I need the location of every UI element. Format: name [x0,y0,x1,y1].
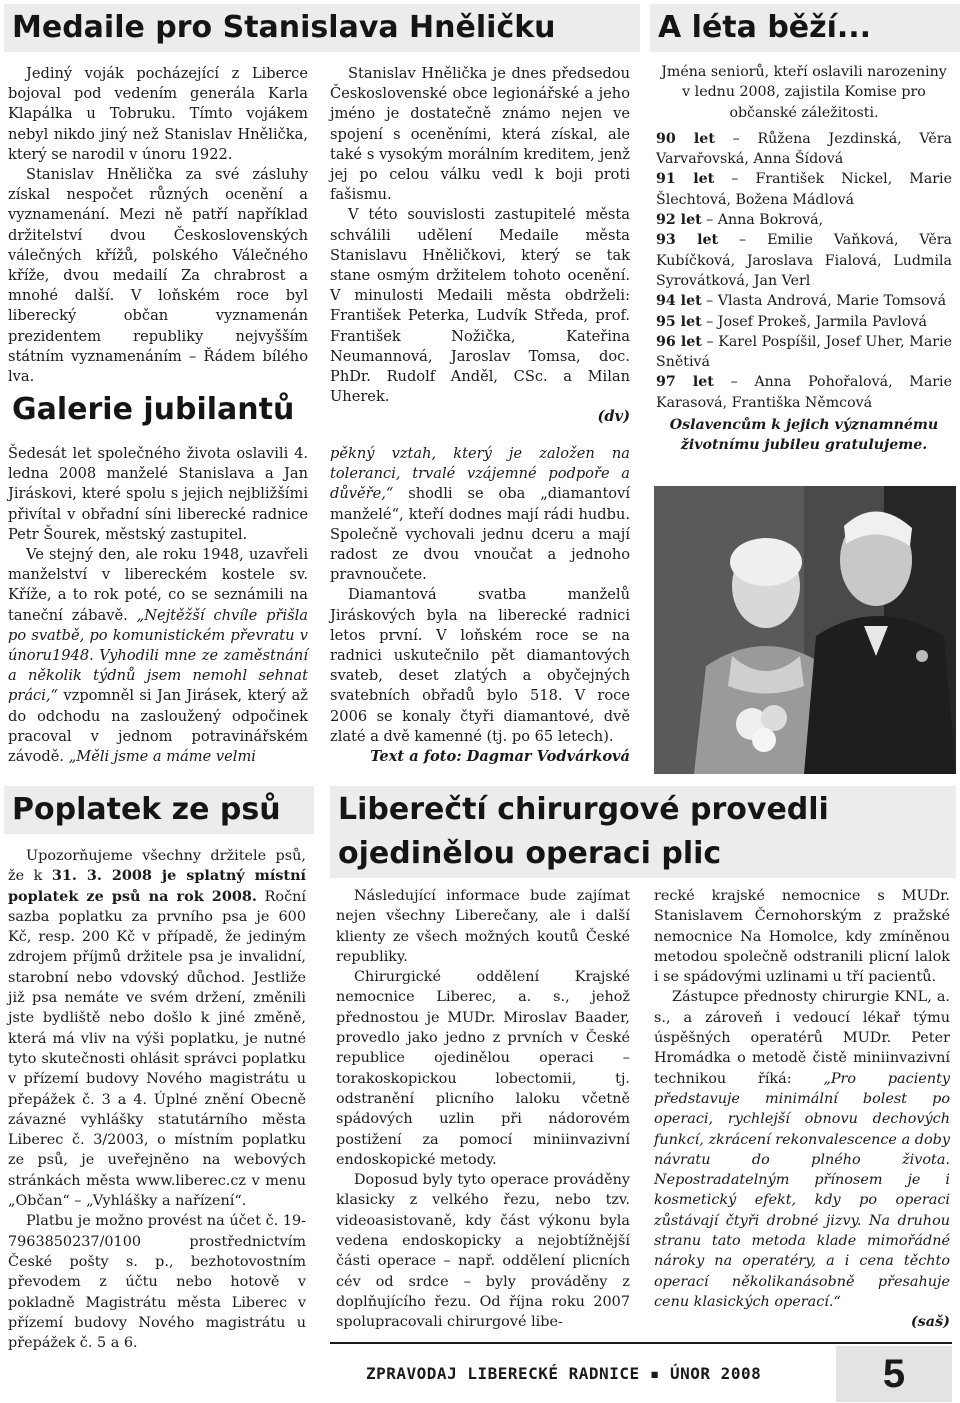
galerie-column-2 [330,444,630,767]
paragraph: Šedesát let společného života oslavili 4. ledna 2008 manželé Stanislava a Jan Jiráskovi, které spolu s jejich nejbližšími přivítal v obřadní síni liberecké radnice Petr Šourek, městský zastupitel. [8,445,308,543]
footer-masthead [366,1364,816,1386]
paragraph: Upozorňujeme všechny držitele psů, že k 31. 3. 2008 je splatný místní poplatek ze psů na rok 2008. Roční sazba poplatku za prvního psa je 600 Kč, resp. 200 Kč v případě, že jediným zdrojem příjmů držitele psa je invalidní, starobní nebo vdovský důchod. Jestliže již psa nemáte ve svém držení, změnili jste bydliště nebo došlo k jiné změně, která má vliv na výši poplatku, je nutné tyto skutečnosti ohlásit správci poplatku v přízemí budovy Nového magistrátu u přepážek č. 3 a 4. Úplné znění Obecně závazné vyhlášky statutárního města Liberec č. 3/2003, o místním poplatku ze psů, je uveřejněno na webových stránkách města www.liberec.cz v menu „Občan“ – „Vyhlášky a nařízení“. [8,848,307,1210]
poplatek-headline: Poplatek ze psů [4,786,314,834]
paragraph: Následující informace bude zajímat nejen všechny Liberečany, ale i další klienty ze všech možných koutů České republiky. [336,888,630,965]
paragraph: Stanislav Hnělička za své zásluhy získal nespočet různých ocenění a vyznamenání. Mezi ně patří například držitelství dvou Československých válečných křížů, polského Válečného kříže, dvou medailí Za chrabrost a mnohé další. V loňském roce byl liberecký občan vyznamenán prezidentem republiky nejvyšším státním vyznamenáním – Řádem bílého lva. [8,166,308,386]
chirurgove-column-2 [654,886,950,1333]
jubilee-entry: 93 let – Emilie Vaňková, Věra Kubíčková, Jaroslava Fialová, Ludmila Syrovátková, Jan Verl [656,232,953,289]
leta-headline: A léta běží... [650,4,960,52]
couple-photo [654,486,956,774]
paragraph: Ve stejný den, ale roku 1948, uzavřeli manželství v libereckém kostele sv. Kříže, a to rok poté, co se seznámili na taneční zábavě. „Nejtěžší chvíle přišla po svatbě, po komunistickém převratu v únoru1948. Vyhodili mne ze zaměstnání a několik týdnů jsem nemohl sehnat práci,“ vzpomněl si Jan Jirásek, který až do odchodu na zasloužený odpočinek pracoval v jednom potravinářském závodě. „Měli jsme a máme velmi [8,546,309,766]
footer-divider [330,1342,952,1344]
galerie-column-1 [8,444,308,767]
medaile-column-2 [330,64,630,428]
headline-line: Liberečtí chirurgové provedli [338,792,829,827]
jubilee-entry: 94 let – Vlasta Andrová, Marie Tomsová [656,293,947,310]
footer-title: ZPRAVODAJ LIBERECKÉ RADNICE [366,1364,640,1383]
paragraph: Stanislav Hnělička je dnes předsedou Československé obce legionářské a jeho jméno je dostatečně známo nejen ve spojení s oceněními, která získal, ale také s vysokým morálním kreditem, jenž jej po celou válku vedl k boji proti fašismu. [330,65,630,204]
chirurgove-headline [330,786,956,878]
paragraph: Platbu je možno provést na účet č. 19-7963850237/0100 prostřednictvím České pošty s. p., bezhotovostním převodem z účtu nebo hotově v pokladně Magistrátu města Liberec v přízemí budovy Nového magistrátu u přepážek č. 5 a 6. [8,1213,306,1352]
paragraph: Jediný voják pocházející z Liberce bojoval pod vedením generála Karla Klapálka u Tobruku. Tímto vojákem nebyl nikdo jiný než Stanislav Hnělička, který se narodil v únoru 1922. [8,65,308,163]
jubilee-list [656,62,952,456]
couple-photo-image [654,486,956,774]
medaile-headline: Medaile pro Stanislava Hněličku [4,4,640,52]
medaile-column-1 [8,64,308,387]
jubilee-entry: 96 let – Karel Pospíšil, Josef Uher, Marie Snětivá [656,333,953,371]
poplatek-column [8,846,306,1353]
footer-separator: ▪ [649,1364,660,1383]
jubilee-entry: 92 let – Anna Bokrová, [656,212,824,229]
jubilee-entry: 90 let – Růžena Jezdinská, Věra Varvařovská, Anna Šídová [656,130,952,168]
paragraph: Diamantová svatba manželů Jiráskových byla na liberecké radnici letos první. V loňském roce se na radnici uskutečnilo pět diamantových svateb, deset zlatých a obyčejných svatebních obřadů bylo 518. V roce 2006 se konaly čtyři diamantové, dvě zlaté a dvě kamenné (tj. po 65 letech). [330,586,630,745]
paragraph: V této souvislosti zastupitelé města schválili udělení Medaile města Stanislavu Hněličkovi, který se tak stane osmým držitelem tohoto ocenění. V minulosti Medaili města obdrželi: František Peterka, Ludvík Středa, prof. František Nožička, Kateřina Neumannová, Jaroslav Tomsa, doc. PhDr. Rudolf Anděl, CSc. a Milan Uherek. [330,206,630,406]
jubilee-intro: Jména seniorů, kteří oslavili narozeniny v lednu 2008, zajistila Komise pro občanské záležitosti. [661,64,947,121]
author-signature: (saš) [910,1313,950,1331]
author-signature: (dv) [597,408,630,426]
jubilee-congrats: Oslavencům k jejich významnému životnímu jubileu gratulujeme. [669,417,939,454]
jubilee-entry: 91 let – František Nickel, Marie Šlechtová, Božena Mádlová [656,171,952,208]
paragraph: recké krajské nemocnice s MUDr. Stanislavem Černohorským z pražské nemocnice Na Homolce, kdy zmíněnou metodou společně odstranili plicní lalok i se spádovými uzlinami u tří pacientů. [654,888,950,986]
paragraph: Doposud byly tyto operace prováděny klasicky z velkého řezu, nebo tzv. videoasistovaně, kdy část výkonu byla vedena endoskopicky a nejobtížnější části operace – např. oddělení plicních cév od srdce – byly prováděny z doplňujícího řezu. Od října roku 2007 spolupracovali chirurgové libe- [336,1172,630,1331]
footer-date: ÚNOR 2008 [670,1364,762,1383]
photo-credit: Text a foto: Dagmar Vodvárková [370,748,630,766]
paragraph: pěkný vztah, který je založen na toleranci, trvalé vzájemné podpoře a důvěře,“ shodli se oba „diamantoví manželé“, kteří dodnes mají rádi hudbu. Společně vychovali jednu dceru a mají radost ze dvou vnoučat a jednoho pravnoučete. [330,445,631,584]
galerie-headline: Galerie jubilantů [4,388,314,432]
headline-line: ojedinělou operaci plic [338,836,722,871]
paragraph: Chirurgické oddělení Krajské nemocnice Liberec, a. s., jehož přednostou je MUDr. Miroslav Baader, provedlo jako jedno z prvních v České republice ojedinělou operaci – torakoskopickou lobectomii, tj. odstranění plicního laloku včetně spádových uzlin při nádorovém postižení za pomocí miniinvazivní endoskopické metody. [336,969,630,1168]
chirurgove-column-1 [336,886,630,1333]
jubilee-entry: 97 let – Anna Pohořalová, Marie Karasová, Františka Němcová [656,374,952,411]
jubilee-entry: 95 let – Josef Prokeš, Jarmila Pavlová [656,313,927,330]
page-number: 5 [836,1346,952,1402]
paragraph: Zástupce přednosty chirurgie KNL, a. s., a zároveň i vedoucí lékař týmu úspěšných operatérů MUDr. Peter Hromádka o metodě čistě miniinvazivní technikou říká: „Pro pacienty představuje minimální bolest po operaci, rychlejší obnovu dechových funkcí, zkrácení rekonvalescence a doby návratu do plného života. Nepostradatelným přínosem je i kosmetický efekt, kdy po operaci zůstávají čtyři drobné jizvy. Na druhou stranu tato metoda klade mimořádné nároky na operatéry, a i cena těchto operací několikanásobně přesahuje cenu klasických operací.“ [654,989,950,1310]
